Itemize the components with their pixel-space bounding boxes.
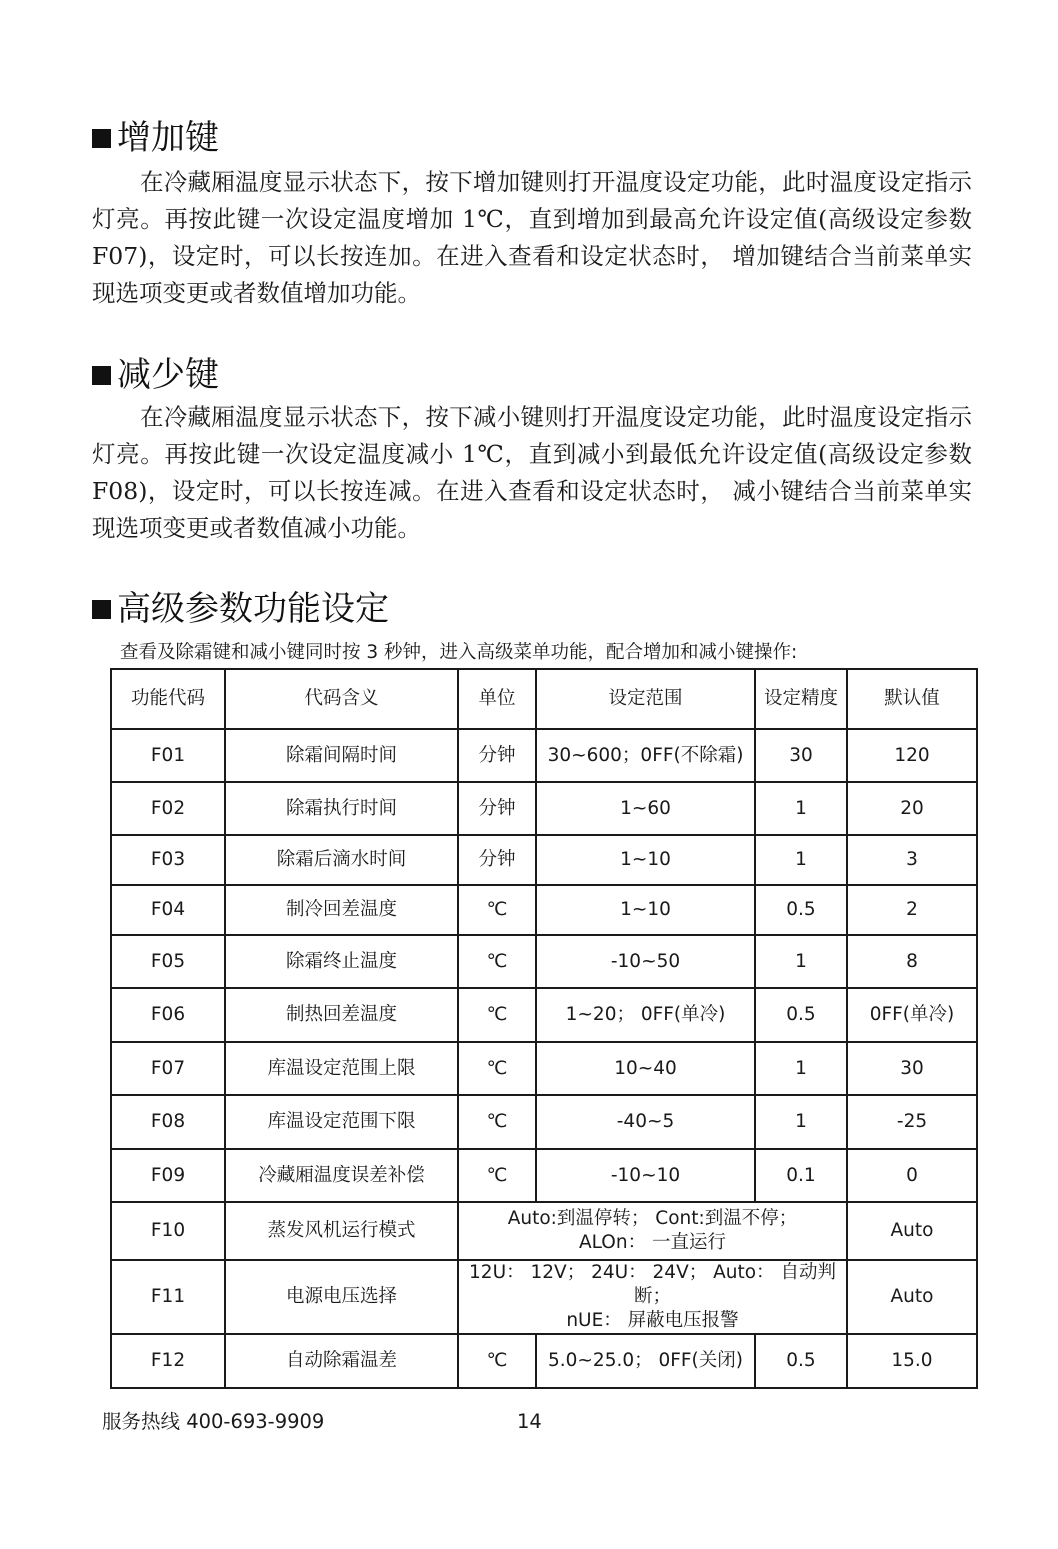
cell-unit: ℃ bbox=[458, 988, 536, 1042]
cell-meaning: 冷藏厢温度误差补偿 bbox=[225, 1149, 458, 1202]
decrease-key-description: 在冷藏厢温度显示状态下，按下减小键则打开温度设定功能，此时温度设定指示灯亮。再按此键一次设定温度减小 1℃，直到减小到最低允许设定值(高级设定参数 F08)，设定时，可以长按连减。在进入查看和设定状态时， 减小键结合当前菜单实现选项变更或者数值减小功能。 bbox=[92, 403, 972, 542]
header-default: 默认值 bbox=[847, 669, 977, 729]
cell-meaning: 自动除霜温差 bbox=[225, 1334, 458, 1388]
cell-meaning: 电源电压选择 bbox=[225, 1260, 458, 1334]
table-row bbox=[111, 1149, 977, 1202]
cell-meaning: 除霜执行时间 bbox=[225, 782, 458, 835]
cell-unit: 分钟 bbox=[458, 729, 536, 782]
header-code: 功能代码 bbox=[111, 669, 225, 729]
page-number: 14 bbox=[517, 1410, 542, 1433]
cell-unit: 分钟 bbox=[458, 835, 536, 885]
cell-unit: ℃ bbox=[458, 885, 536, 935]
table-row bbox=[111, 1202, 977, 1260]
header-range: 设定范围 bbox=[536, 669, 755, 729]
cell-unit: 分钟 bbox=[458, 782, 536, 835]
advanced-parameters-table bbox=[110, 668, 978, 1389]
cell-range: 30~600；0FF(不除霜) bbox=[536, 729, 755, 782]
cell-code: F07 bbox=[111, 1042, 225, 1095]
cell-precision: 0.1 bbox=[755, 1149, 847, 1202]
service-hotline: 服务热线 400-693-9909 bbox=[102, 1410, 325, 1433]
cell-meaning: 蒸发风机运行模式 bbox=[225, 1202, 458, 1260]
cell-precision: 1 bbox=[755, 1095, 847, 1149]
cell-merged-range bbox=[458, 1260, 847, 1334]
heading-text: 减少键 bbox=[117, 355, 219, 395]
table-header-row bbox=[111, 669, 977, 729]
cell-precision: 30 bbox=[755, 729, 847, 782]
table-row bbox=[111, 885, 977, 935]
cell-default: 0FF(单冷) bbox=[847, 988, 977, 1042]
merged-range-line-2: nUE： 屏蔽电压报警 bbox=[566, 1310, 739, 1331]
square-bullet-icon bbox=[92, 129, 111, 148]
heading-text: 增加键 bbox=[117, 118, 219, 158]
cell-code: F11 bbox=[111, 1260, 225, 1334]
cell-precision: 1 bbox=[755, 935, 847, 988]
cell-range: 1~20； 0FF(单冷) bbox=[536, 988, 755, 1042]
cell-precision: 0.5 bbox=[755, 885, 847, 935]
cell-code: F08 bbox=[111, 1095, 225, 1149]
cell-precision: 0.5 bbox=[755, 1334, 847, 1388]
cell-range: 1~10 bbox=[536, 885, 755, 935]
cell-code: F02 bbox=[111, 782, 225, 835]
cell-default: 120 bbox=[847, 729, 977, 782]
table-row bbox=[111, 935, 977, 988]
cell-meaning: 制热回差温度 bbox=[225, 988, 458, 1042]
cell-default: 8 bbox=[847, 935, 977, 988]
cell-unit: ℃ bbox=[458, 1149, 536, 1202]
cell-default: 15.0 bbox=[847, 1334, 977, 1388]
cell-meaning: 除霜终止温度 bbox=[225, 935, 458, 988]
cell-default: 2 bbox=[847, 885, 977, 935]
table-row bbox=[111, 729, 977, 782]
cell-range: -10~10 bbox=[536, 1149, 755, 1202]
table-intro: 查看及除霜键和减小键同时按 3 秒钟，进入高级菜单功能，配合增加和减小键操作: bbox=[120, 642, 798, 663]
cell-unit: ℃ bbox=[458, 1334, 536, 1388]
cell-precision: 1 bbox=[755, 1042, 847, 1095]
square-bullet-icon bbox=[92, 366, 111, 385]
cell-code: F09 bbox=[111, 1149, 225, 1202]
cell-merged-range bbox=[458, 1202, 847, 1260]
heading-text: 高级参数功能设定 bbox=[117, 589, 389, 629]
cell-code: F06 bbox=[111, 988, 225, 1042]
cell-code: F12 bbox=[111, 1334, 225, 1388]
table-row bbox=[111, 1260, 977, 1334]
cell-meaning: 库温设定范围下限 bbox=[225, 1095, 458, 1149]
cell-code: F04 bbox=[111, 885, 225, 935]
cell-default: -25 bbox=[847, 1095, 977, 1149]
cell-code: F10 bbox=[111, 1202, 225, 1260]
table-row bbox=[111, 988, 977, 1042]
header-meaning: 代码含义 bbox=[225, 669, 458, 729]
increase-key-description: 在冷藏厢温度显示状态下，按下增加键则打开温度设定功能，此时温度设定指示灯亮。再按此键一次设定温度增加 1℃，直到增加到最高允许设定值(高级设定参数 F07)，设定时，可以长按连加。在进入查看和设定状态时， 增加键结合当前菜单实现选项变更或者数值增加功能。 bbox=[92, 168, 972, 307]
cell-precision: 1 bbox=[755, 835, 847, 885]
merged-range-line-2: ALOn： 一直运行 bbox=[579, 1232, 726, 1253]
cell-default: Auto bbox=[847, 1202, 977, 1260]
header-unit: 单位 bbox=[458, 669, 536, 729]
header-precision: 设定精度 bbox=[755, 669, 847, 729]
table-row bbox=[111, 1334, 977, 1388]
cell-default: 20 bbox=[847, 782, 977, 835]
cell-precision: 0.5 bbox=[755, 988, 847, 1042]
section-heading-advanced-params bbox=[92, 589, 389, 629]
cell-default: Auto bbox=[847, 1260, 977, 1334]
cell-unit: ℃ bbox=[458, 935, 536, 988]
cell-meaning: 库温设定范围上限 bbox=[225, 1042, 458, 1095]
table-row bbox=[111, 1095, 977, 1149]
cell-code: F01 bbox=[111, 729, 225, 782]
cell-meaning: 制冷回差温度 bbox=[225, 885, 458, 935]
cell-precision: 1 bbox=[755, 782, 847, 835]
cell-unit: ℃ bbox=[458, 1042, 536, 1095]
section-heading-increase-key bbox=[92, 118, 219, 158]
cell-code: F03 bbox=[111, 835, 225, 885]
section-heading-decrease-key bbox=[92, 355, 219, 395]
cell-range: 10~40 bbox=[536, 1042, 755, 1095]
merged-range-line-1: 12U： 12V； 24U： 24V； Auto： 自动判断； bbox=[469, 1262, 836, 1307]
merged-range-line-1: Auto:到温停转； Cont:到温不停； bbox=[507, 1208, 798, 1229]
cell-range: -40~5 bbox=[536, 1095, 755, 1149]
square-bullet-icon bbox=[92, 600, 111, 619]
table-row bbox=[111, 1042, 977, 1095]
cell-meaning: 除霜后滴水时间 bbox=[225, 835, 458, 885]
cell-unit: ℃ bbox=[458, 1095, 536, 1149]
cell-range: -10~50 bbox=[536, 935, 755, 988]
cell-meaning: 除霜间隔时间 bbox=[225, 729, 458, 782]
cell-range: 1~10 bbox=[536, 835, 755, 885]
table-row bbox=[111, 835, 977, 885]
cell-default: 0 bbox=[847, 1149, 977, 1202]
cell-default: 3 bbox=[847, 835, 977, 885]
cell-range: 1~60 bbox=[536, 782, 755, 835]
table-row bbox=[111, 782, 977, 835]
cell-code: F05 bbox=[111, 935, 225, 988]
cell-range: 5.0~25.0； 0FF(关闭) bbox=[536, 1334, 755, 1388]
cell-default: 30 bbox=[847, 1042, 977, 1095]
